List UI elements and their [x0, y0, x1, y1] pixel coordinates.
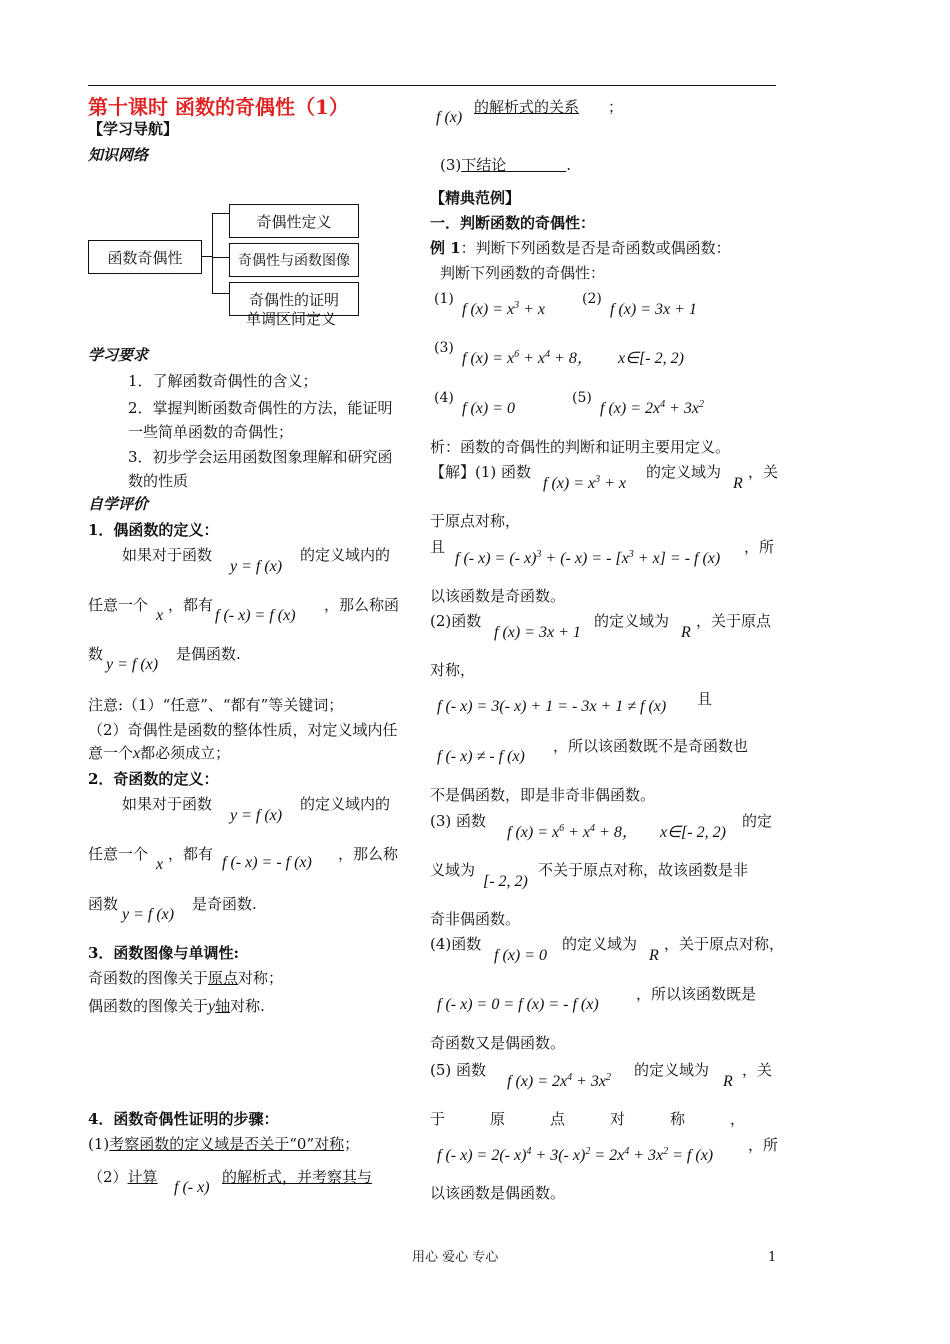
problem-domain: x∈[- 2, 2) [618, 350, 684, 367]
odd-text: ，都有 [168, 845, 214, 863]
page-number: 1 [768, 1250, 777, 1265]
nav-heading: 【学习导航】 [88, 120, 179, 138]
formula: x [156, 607, 164, 624]
formula: f (- x) = 2(- x)$^4$ + 3(- $x)^2 = 2x^4 + 3x^2 = f$ (x) [437, 1146, 714, 1164]
requirement-item: 1．了解函数奇偶性的含义； [128, 372, 318, 390]
graph-line: 偶函数的图像关于y轴对称. [88, 997, 265, 1015]
graph-heading: 3．函数图像与单调性: [88, 944, 239, 962]
formula: x∈[- 2, 2) [660, 824, 726, 841]
even-text: ，那么称函 [324, 596, 400, 614]
solution-text: 对称， [430, 661, 476, 679]
solution-text: 以该函数是奇函数。 [430, 587, 566, 605]
diagram-branch-graph: 奇偶性与函数图像 [229, 243, 359, 277]
problem-formula: f (x) = 3x + 1 [610, 301, 697, 318]
step-continuation: ； [608, 98, 624, 116]
formula: R [723, 1073, 733, 1090]
problem-label: (1) [434, 291, 454, 307]
solution-text: 【解】(1) 函数 [430, 463, 532, 481]
note-text: 注意:（1）“任意”、“都有”等关键词； [88, 696, 344, 714]
solution-text: ，关于原点对称， [664, 935, 785, 953]
problem-label: (3) [434, 340, 454, 356]
solution-text: (3) 函数 [430, 812, 487, 830]
formula: R [649, 947, 659, 964]
solution-text: 义域为 [430, 861, 476, 879]
even-heading: 1．偶函数的定义： [88, 521, 219, 539]
diagram-connector [212, 213, 229, 214]
solution-text: (4)函数 [430, 935, 482, 953]
odd-text: 的定义域内的 [300, 795, 391, 813]
formula: f $(x) = x^6 + x^4 + 8$， [507, 823, 638, 841]
requirement-item: 2．掌握判断函数奇偶性的方法，能证明一些简单函数的奇偶性； [128, 399, 393, 441]
odd-text: 任意一个 [88, 845, 149, 863]
formula: f (- x) [174, 1179, 210, 1196]
self-eval-heading: 自学评价 [88, 495, 149, 513]
solution-text: ，所 [748, 1136, 779, 1154]
solution-text: 不关于原点对称，故该函数是非 [538, 861, 749, 879]
odd-text: 如果对于函数 [122, 795, 213, 813]
problem-formula: f (x) = 0 [462, 400, 515, 417]
diagram-connector [212, 257, 229, 258]
diagram-root: 函数奇偶性 [88, 240, 202, 274]
formula: f $(x) = 2x^4 + 3x^2$ [507, 1072, 612, 1090]
problem-formula: f $(x) = x^6 + x^4 + 8$， [462, 349, 593, 367]
solution-text: 的定义域为 [646, 463, 722, 481]
formula: y = f (x) [106, 656, 159, 673]
diagram-connector [212, 213, 213, 294]
odd-text: ，那么称 [338, 845, 399, 863]
solution-text: (5) 函数 [430, 1061, 487, 1079]
formula: f (- x) = f (x) [215, 607, 296, 624]
even-text: 的定义域内的 [300, 546, 391, 564]
requirements-heading: 学习要求 [88, 346, 149, 364]
odd-heading: 2．奇函数的定义： [88, 770, 219, 788]
solution-text: 于原点对称， [430, 512, 521, 530]
even-text: 如果对于函数 [122, 546, 213, 564]
solution-text: ，所以该函数既不是奇函数也 [553, 737, 749, 755]
solution-text: 的定义域为 [634, 1061, 710, 1079]
diagram-branch-proof: 奇偶性的证明 [229, 282, 359, 316]
solution-text: 奇函数又是偶函数。 [430, 1034, 566, 1052]
odd-text: 函数 [88, 895, 119, 913]
formula: R [681, 624, 691, 641]
step-item: (3)下结论 . [440, 156, 572, 174]
formula: x [156, 856, 164, 873]
example-title: 例 1：判断下列函数是否是奇函数或偶函数： [430, 239, 731, 257]
steps-heading: 4．函数奇偶性证明的步骤： [88, 1110, 279, 1128]
example-subtitle: 判断下列函数的奇偶性： [440, 264, 606, 282]
solution-text: 且 [430, 538, 446, 556]
note-text: （2）奇偶性是函数的整体性质，对定义域内任意一个x都必须成立； [88, 721, 398, 762]
solution-text: (2)函数 [430, 612, 482, 630]
problem-label: (4) [434, 390, 454, 406]
diagram-connector [212, 293, 229, 294]
formula: f (x) [436, 109, 463, 126]
even-text: ，都有 [168, 596, 214, 614]
section-heading: 一．判断函数的奇偶性： [430, 214, 596, 232]
even-text: 任意一个 [88, 596, 149, 614]
solution-text: 的定 [742, 812, 773, 830]
formula: f (- x) = 0 = f (x) = - f (x) [437, 996, 599, 1013]
formula: [- 2, 2) [483, 873, 528, 890]
formula: f (x) = 0 [494, 947, 547, 964]
requirement-item: 3．初步学会运用函数图象理解和研究函数的性质 [128, 448, 393, 490]
solution-text: 于 原 点 对 称 ， [430, 1110, 746, 1128]
diagram-overflow-text: 单调区间定义 [246, 310, 337, 328]
knowledge-net-heading: 知识网络 [88, 146, 149, 164]
step-item: 的解析式，并考察其与 [222, 1168, 373, 1186]
problem-label: (2) [582, 291, 602, 307]
analysis-text: 析：函数的奇偶性的判断和证明主要用定义。 [430, 438, 731, 456]
solution-text: 的定义域为 [562, 935, 638, 953]
problem-formula: f $(x) = x^3 + x$ [462, 300, 546, 318]
solution-text: ，所以该函数既是 [636, 985, 757, 1003]
solution-text: ，关 [748, 463, 779, 481]
formula: f (- x) = (- x)$^3$ + (- x) = - $[x^3 + x]$ = - f (x) [455, 549, 721, 567]
even-text: 是偶函数. [176, 645, 241, 663]
solution-text: ，关 [742, 1061, 773, 1079]
examples-heading: 【精典范例】 [430, 189, 521, 207]
even-text: 数 [88, 645, 104, 663]
solution-text: 的定义域为 [594, 612, 670, 630]
step-item: (1)考察函数的定义域是否关于“0”对称； [88, 1135, 360, 1153]
formula: f (- x) ≠ - f (x) [437, 748, 525, 765]
problem-formula: f $(x) = 2x^4 + 3x^2$ [600, 399, 705, 417]
formula: f (x) = 3x + 1 [494, 624, 581, 641]
formula: f (- x) = 3(- x) + 1 = - 3x + 1 ≠ f (x) [437, 698, 667, 715]
solution-text: 且 [697, 690, 713, 708]
formula: f $(x) = x^3 + x$ [543, 474, 627, 492]
step-item: （2）计算 [88, 1168, 158, 1186]
solution-text: 不是偶函数，即是非奇非偶函数。 [430, 786, 656, 804]
step-continuation: 的解析式的关系 [474, 98, 580, 116]
solution-text: ，所 [744, 538, 775, 556]
formula: R [733, 475, 743, 492]
diagram-connector [201, 256, 212, 257]
problem-label: (5) [572, 390, 592, 406]
formula: y = f (x) [230, 807, 283, 824]
solution-text: 以该函数是偶函数。 [430, 1184, 566, 1202]
footer-motto: 用心 爱心 专心 [412, 1250, 499, 1265]
graph-line: 奇函数的图像关于原点对称； [88, 969, 284, 987]
diagram-branch-definition: 奇偶性定义 [229, 204, 359, 238]
solution-text: ，关于原点 [696, 612, 772, 630]
solution-text: 奇非偶函数。 [430, 910, 521, 928]
odd-text: 是奇函数. [192, 895, 257, 913]
formula: y = f (x) [122, 906, 175, 923]
formula: f (- x) = - f (x) [222, 854, 312, 871]
top-rule [88, 85, 776, 86]
formula: y = f (x) [230, 558, 283, 575]
page-title: 第十课时 函数的奇偶性（1） [88, 95, 349, 119]
